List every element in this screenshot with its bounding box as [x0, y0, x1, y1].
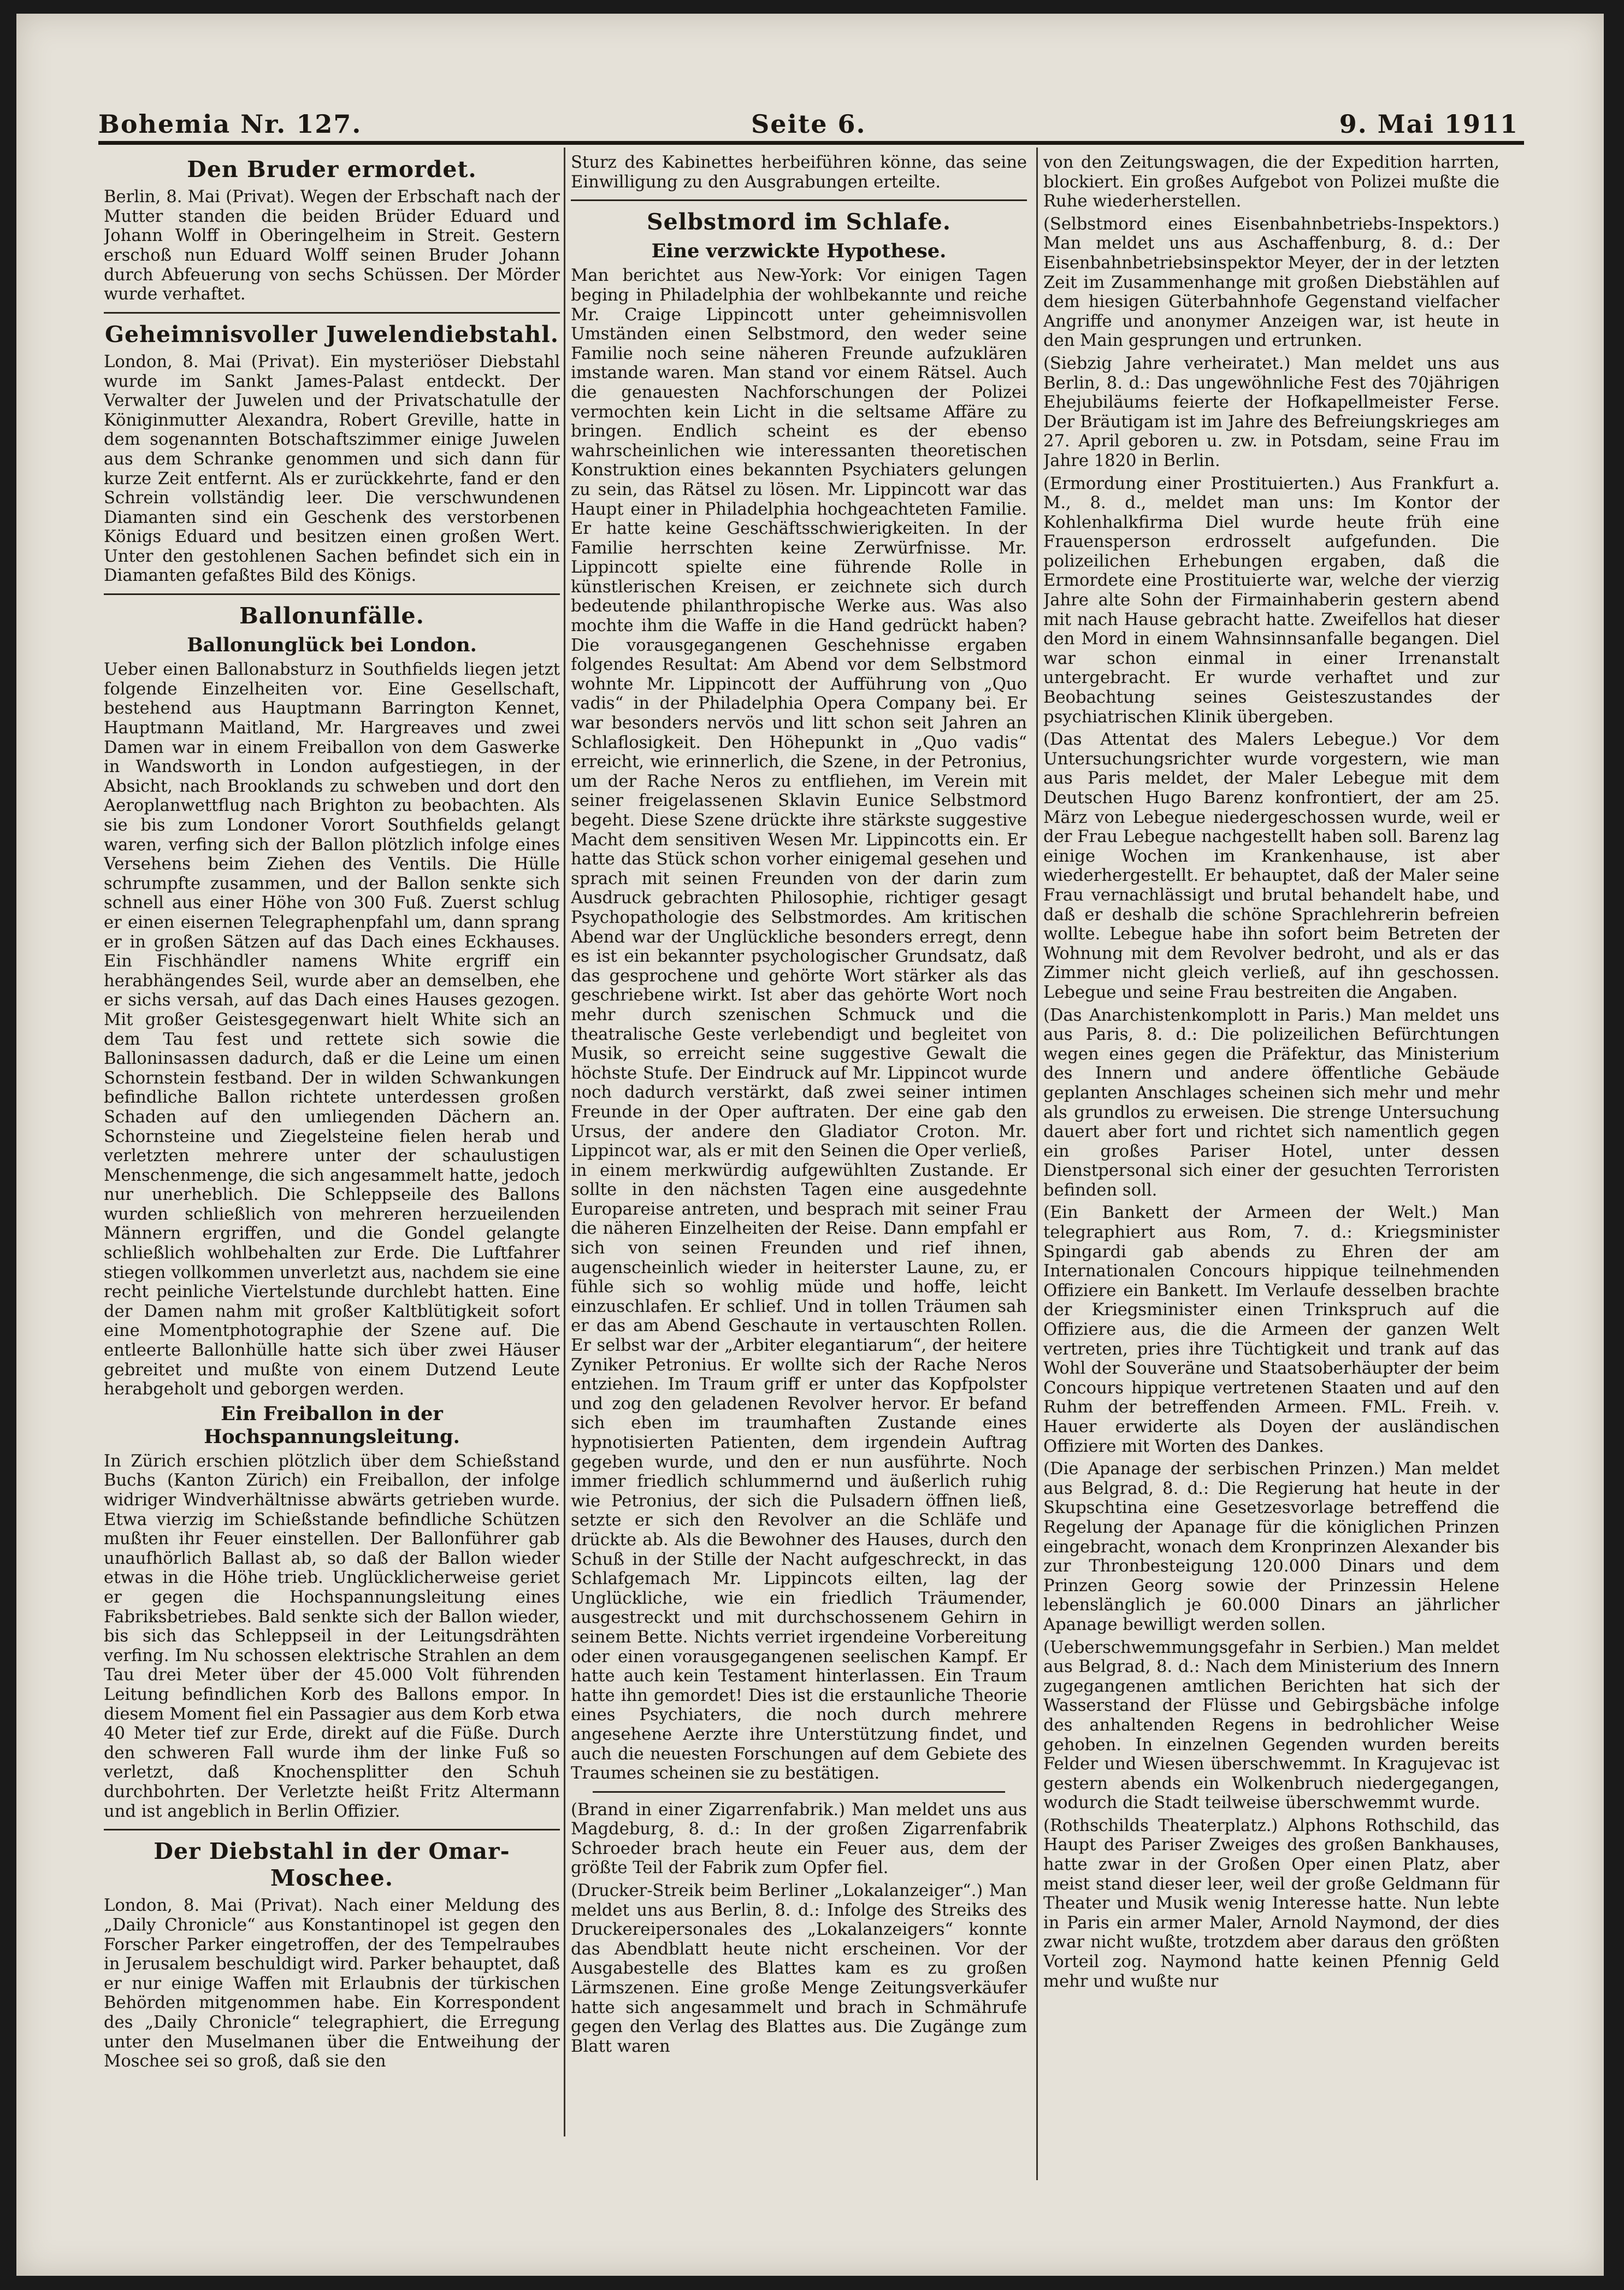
article-title: Den Bruder ermordet. [187, 156, 477, 183]
section-title: Ballonunfälle. [239, 603, 424, 629]
news-item: (Die Apanage der serbischen Prinzen.) Man meldet aus Belgrad, 8. d.: Die Regierung hat heute in der Skupschtina eine Gesetzesvorlage betreffend die Regelung der Apanage für die königlichen Prinzen eingebracht, wonach dem Kronprinzen Alexander bis zur Thronbesteigung 120.000 Dinars und dem Prinzen Georg sowie der Prinzessin Helene lebenslänglich je 60.000 Dinars an jährlicher Apanage bewilligt werden sollen. [1043, 1459, 1499, 1634]
column-divider [564, 148, 565, 2136]
column-2 [571, 153, 1027, 2142]
news-item: (Ein Bankett der Armeen der Welt.) Man telegraphiert aus Rom, 7. d.: Kriegsminister Spingardi gab abends zu Ehren der am Internationalen Concours hippique teilnehmenden Offiziere ein Bankett. Im Verlaufe desselben brachte der Kriegsminister einen Trinkspruch auf die Offiziere aus, die die Armeen der ganzen Welt vertreten, pries ihre Tüchtigkeit und trank auf das Wohl der Souveräne und Staatsoberhäupter der beim Concours hippique vertretenen Staaten und auf den Ruhm der betreffenden Armeen. FML. Freih. v. Hauer erwiderte als Doyen der ausländischen Offiziere mit Worten des Dankes. [1043, 1203, 1499, 1456]
masthead-rule [98, 141, 1524, 145]
news-item: (Ermordung einer Prostituierten.) Aus Frankfurt a. M., 8. d., meldet man uns: Im Kontor der Kohlenhalkfirma Diel wurde heute früh eine Frauensperson erdrosselt aufgefunden. Die polizeilichen Erhebungen ergaben, daß die Ermordete eine Prostituierte war, welche der vierzig Jahre alte Sohn der Firmainhaberin gestern abend mit nach Hause gebracht hatte. Zweifellos hat dieser den Mord in einem Wahnsinnsanfalle begangen. Diel war schon einmal in einer Irrenanstalt untergebracht. Er wurde verhaftet und zur Beobachtung seines Geisteszustandes der psychiatrischen Klinik übergeben. [1043, 474, 1499, 727]
news-item: von den Zeitungswagen, die der Expedition harrten, blockiert. Ein großes Aufgebot von Polizei mußte die Ruhe wiederherstellen. [1043, 153, 1499, 211]
news-item: (Das Anarchistenkomplott in Paris.) Man meldet uns aus Paris, 8. d.: Die polizeilichen Befürchtungen wegen eines gegen die Präfektur, das Ministerium des Innern und andere öffentliche Gebäude geplanten Anschlages scheinen sich mehr und mehr als grundlos zu erweisen. Die strenge Untersuchung dauert aber fort und richtet sich namentlich gegen ein großes Pariser Hotel, unter dessen Dienstpersonal sich einer der gesuchten Terroristen befinden soll. [1043, 1005, 1499, 1200]
news-item: (Drucker-Streik beim Berliner „Lokalanzeiger“.) Man meldet uns aus Berlin, 8. d.: Infolge des Streiks des Druckereipersonales des „Lokalanzeigers“ konnte das Abendblatt heute nicht erscheinen. Vor der Ausgabestelle des Blattes kam es zu großen Lärmszenen. Eine große Menge Zeitungsverkäufer hatte sich angesammelt und brach in Schmährufe gegen den Verlag des Blattes aus. Die Zugänge zum Blatt waren [571, 1881, 1027, 2056]
masthead-page-number: Seite 6. [751, 109, 866, 139]
article-paragraph: Ueber einen Ballonabsturz in Southfields liegen jetzt folgende Einzelheiten vor. Eine Gesellschaft, bestehend aus Hauptmann Barrington Kennet, Hauptmann Maitland, Mr. Hargreaves und zwei Damen war in einem Freiballon von dem Gaswerke in Wandsworth in London aufgestiegen, in der Absicht, nach Brooklands zu schweben und dort den Aeroplanwettflug nach Brighton zu beobachten. Als sie bis zum Londoner Vorort Southfields gelangt waren, verfing sich der Ballon plötzlich infolge eines Versehens beim Ziehen des Ventils. Die Hülle schrumpfte zusammen, und der Ballon senkte sich schnell aus einer Höhe von 300 Fuß. Zuerst schlug er einen eisernen Telegraphenpfahl um, dann sprang er in großen Sätzen auf das Dach eines Eckhauses. Ein Fischhändler namens White ergriff ein herabhängendes Seil, wurde aber an demselben, ehe er sichs versah, auf das Dach eines Hauses gezogen. Mit großer Geistesgegenwart hielt White sich an dem Tau fest und rettete sich sowie die Balloninsassen dadurch, daß er die Leine um einen Schornstein festband. Der in wilden Schwankungen befindliche Ballon richtete unterdessen großen Schaden auf den umliegenden Dächern an. Schornsteine und Ziegelsteine fielen herab und verletzten mehrere unter der schaulustigen Menschenmenge, die sich angesammelt hatte, jedoch nur unerheblich. Die Schleppseile des Ballons wurden schließlich von mehreren herzueilenden Männern ergriffen, und die Gondel gelangte schließlich wohlbehalten zur Erde. Die Luftfahrer stiegen vollkommen unverletzt aus, nachdem sie eine recht peinliche Viertelstunde durchlebt hatten. Eine der Damen nahm mit großer Kaltblütigkeit sofort eine Momentphotographie der Szene auf. Die entleerte Ballonhülle hatte sich über zwei Häuser gebreitet und mußte von einem Dutzend Leute herabgeholt und geborgen werden. [104, 660, 560, 1399]
article-paragraph: Berlin, 8. Mai (Privat). Wegen der Erbschaft nach der Mutter standen die beiden Brüder Eduard und Johann Wolff in Oberingelheim in Streit. Gestern erschoß nun Eduard Wolff seinen Bruder Johann durch Abfeuerung von sechs Schüssen. Der Mörder wurde verhaftet. [104, 187, 560, 304]
column-3 [1043, 153, 1499, 2186]
article-divider [104, 312, 560, 314]
article-title: Geheimnisvoller Juwelendiebstahl. [105, 321, 559, 348]
article-divider [571, 199, 1027, 201]
column-divider [1036, 148, 1038, 2180]
news-item: (Das Attentat des Malers Lebegue.) Vor dem Untersuchungsrichter wurde vorgestern, wie man aus Paris meldet, der Maler Lebegue mit dem Deutschen Hugo Barenz konfrontiert, der am 25. März von Lebegue niedergeschossen wurde, weil er der Frau Lebegue nachgestellt haben soll. Barenz lag einige Wochen im Krankenhause, ist aber wiederhergestellt. Er behauptet, daß der Maler seine Frau vernachlässigt und brutal behandelt habe, und daß er deshalb die schöne Sprachlehrerin befreien wollte. Lebegue habe ihn sofort beim Betreten der Wohnung mit dem Revolver bedroht, und als er das Zimmer nicht gleich verließ, auf ihn geschossen. Lebegue und seine Frau bestreiten die Angaben. [1043, 730, 1499, 1002]
news-item: (Selbstmord eines Eisenbahnbetriebs-Inspektors.) Man meldet uns aus Aschaffenburg, 8. d.: Der Eisenbahnbetriebsinspektor Meyer, der in der letzten Zeit im Zusammenhange mit großen Diebstählen auf dem hiesigen Güterbahnhofe Gegenstand vielfacher Angriffe und anonymer Anzeigen war, ist heute in den Main gesprungen und ertrunken. [1043, 214, 1499, 351]
article-subtitle: Ballonunglück bei London. [187, 634, 477, 657]
masthead-issue: Bohemia Nr. 127. [98, 109, 362, 139]
article-divider [104, 1829, 560, 1830]
article-paragraph: In Zürich erschien plötzlich über dem Schießstand Buchs (Kanton Zürich) ein Freiballon, der infolge widriger Windverhältnisse abwärts getrieben wurde. Etwa vierzig im Schießstande befindliche Schützen mußten ihr Feuer einstellen. Der Ballonführer gab unaufhörlich Ballast ab, so daß der Ballon wieder etwas in die Höhe trieb. Unglücklicherweise geriet er gegen die Hochspannungsleitung eines Fabriksbetriebes. Bald senkte sich der Ballon wieder, bis sich das Schleppseil in der Leitungsdrähten verfing. Im Nu schossen elektrische Strahlen an dem Tau drei Meter über der 45.000 Volt führenden Leitung befindlichen Korb des Ballons empor. In diesem Moment fiel ein Passagier aus dem Korb etwa 40 Meter tief zur Erde, direkt auf die Füße. Durch den schweren Fall wurde ihm der linke Fuß so verletzt, daß Knochensplitter den Schuh durchbohrten. Der Verletzte heißt Fritz Altermann und ist angeblich in Berlin Offizier. [104, 1451, 560, 1821]
article-title: Der Diebstahl in der Omar-Moschee. [153, 1838, 510, 1892]
article-paragraph: Man berichtet aus New-York: Vor einigen Tagen beging in Philadelphia der wohlbekannte und reiche Mr. Craige Lippincott unter geheimnisvollen Umständen einen Selbstmord, den weder seine Familie noch seine näheren Freunde aufzuklären imstande waren. Man stand vor einem Rätsel. Auch die genauesten Nachforschungen der Polizei vermochten kein Licht in die seltsame Affäre zu bringen. Endlich scheint es der ebenso wahrscheinlichen wie interessanten theoretischen Konstruktion eines bekannten Psychiaters gelungen zu sein, das Rätsel zu lösen. Mr. Lippincott war das Haupt einer in Philadelphia hochgeachteten Familie. Er hatte keine Geschäftsschwierigkeiten. In der Familie herrschten keine Zerwürfnisse. Mr. Lippincott spielte eine führende Rolle in künstlerischen Kreisen, er zeichnete sich durch bedeutende philanthropische Werke aus. Was also mochte ihm die Waffe in die Hand gedrückt haben? Die vorausgegangenen Geschehnisse ergaben folgendes Resultat: Am Abend vor dem Selbstmord wohnte Mr. Lippincott der Aufführung von „Quo vadis“ in der Philadelphia Opera Company bei. Er war besonders nervös und litt schon seit Jahren an Schlaflosigkeit. Den Höhepunkt in „Quo vadis“ erreicht, wie erinnerlich, die Szene, in der Petronius, um der Rache Neros zu entfliehen, im Verein mit seiner freigelassenen Sklavin Eunice Selbstmord begeht. Diese Szene drückte ihre stärkste suggestive Macht dem sensitiven Wesen Mr. Lippincotts ein. Er hatte das Stück schon vorher einigemal gesehen und sprach mit seinen Freunden von der darin zum Ausdruck gebrachten Philosophie, richtiger gesagt Psychopathologie des Selbstmordes. Am kritischen Abend war der Unglückliche besonders erregt, denn es ist ein bekannter psychologischer Grundsatz, daß das gesprochene und gehörte Wort stärker als das geschriebene wirkt. Ist aber das gehörte Wort noch mehr durch szenischen Schmuck und die theatralische Geste verlebendigt und begleitet von Musik, so erreicht seine suggestive Gewalt die höchste Stufe. Der Eindruck auf Mr. Lippincot wurde noch dadurch verstärkt, daß zwei seiner intimen Freunde in der Oper auftraten. Der eine gab den Ursus, der andere den Gladiator Croton. Mr. Lippincot war, als er mit den Seinen die Oper verließ, in einem merkwürdig aufgewühlten Zustande. Er sollte in den nächsten Tagen eine ausgedehnte Europareise antreten, und besprach mit seiner Frau die näheren Einzelheiten der Reise. Dann empfahl er sich von seinen Freunden und rief ihnen, augenscheinlich wieder in heiterster Laune, zu, er fühle sich so wohlig müde und hoffe, leicht einzuschlafen. Er schlief. Und in tollen Träumen sah er das am Abend Geschaute in vertauschten Rollen. Er selbst war der „Arbiter elegantiarum“, der heitere Zyniker Petronius. Er wollte sich der Rache Neros entziehen. Im Traum griff er unter das Kopfpolster und zog den geladenen Revolver hervor. Er befand sich eben im traumhaften Zustande eines hypnotisierten Patienten, dem irgendein Auftrag gegeben wurde, und den er nun ausführte. Noch immer friedlich schlummernd und äußerlich ruhig wie Petronius, der sich die Pulsadern öffnen ließ, setzte er sich den Revolver an die Schläfe und drückte ab. Als die Bewohner des Hauses, durch den Schuß in der Stille der Nacht aufgeschreckt, in das Schlafgemach Mr. Lippincots eilten, lag der Unglückliche, wie ein friedlich Träumender, ausgestreckt und mit durchschossenem Gehirn in seinem Bette. Nichts verriet irgendeine Vorbereitung oder einen vorausgegangenen seelischen Kampf. Er hatte auch kein Testament hinterlassen. Ein Traum hatte ihn gemordet! Dies ist die erstaunliche Theorie eines Psychiaters, die noch durch mehrere angesehene Aerzte ihre Unterstützung findet, und auch die neuesten Forschungen auf dem Gebiete des Traumes scheinen sie zu bestätigen. [571, 266, 1027, 1783]
news-item: (Brand in einer Zigarrenfabrik.) Man meldet uns aus Magdeburg, 8. d.: In der großen Zigarrenfabrik Schroeder brach heute ein Feuer aus, dem der größte Teil der Fabrik zum Opfer fiel. [571, 1800, 1027, 1878]
news-item: (Ueberschwemmungsgefahr in Serbien.) Man meldet aus Belgrad, 8. d.: Nach dem Ministerium des Innern zugegangenen amtlichen Berichten hat sich der Wasserstand der Flüsse und Gebirgsbäche infolge des anhaltenden Regens in bedrohlicher Weise gehoben. In einzelnen Gegenden wurden bereits Felder und Wiesen überschwemmt. In Kragujevac ist gestern abends ein Wolkenbruch niedergegangen, wodurch die Stadt teilweise überschwemmt wurde. [1043, 1638, 1499, 1813]
masthead-date: 9. Mai 1911 [1339, 109, 1519, 139]
article-subtitle: Eine verzwickte Hypothese. [651, 240, 947, 263]
article-subtitle: Ein Freiballon in der Hochspannungsleitung. [204, 1402, 460, 1448]
column-1 [104, 153, 560, 2142]
news-item: (Siebzig Jahre verheiratet.) Man meldet uns aus Berlin, 8. d.: Das ungewöhnliche Fest des 70jährigen Ehejubiläums feierte der Hofkapellmeister Ferse. Der Bräutigam ist im Jahre des Befreiungskrieges am 27. April geboren u. zw. in Potsdam, seine Frau im Jahre 1820 in Berlin. [1043, 354, 1499, 470]
article-paragraph: London, 8. Mai (Privat). Nach einer Meldung des „Daily Chronicle“ aus Konstantinopel ist gegen den Forscher Parker eingetroffen, der des Tempelraubes in Jerusalem beschuldigt wird. Parker behauptet, daß er nur einige Waffen mit Erlaubnis der türkischen Behörden mitgenommen habe. Ein Korrespondent des „Daily Chronicle“ telegraphiert, die Erregung unter den Muselmanen über die Entweihung der Moschee sei so groß, daß sie den [104, 1896, 560, 2071]
article-paragraph: London, 8. Mai (Privat). Ein mysteriöser Diebstahl wurde im Sankt James-Palast entdeckt. Der Verwalter der Juwelen und der Privatschatulle der Königinmutter Alexandra, Robert Greville, hatte in dem sogenannten Botschaftszimmer einige Juwelen aus dem Schranke genommen und sich dann für kurze Zeit entfernt. Als er zurückkehrte, fand er den Schrein vollständig leer. Die verschwundenen Diamanten sind ein Geschenk des verstorbenen Königs Eduard und besitzen einen großen Wert. Unter den gestohlenen Sachen befindet sich ein in Diamanten gefaßtes Bild des Königs. [104, 352, 560, 586]
article-divider [593, 1791, 1005, 1793]
article-divider [104, 593, 560, 595]
article-title: Selbstmord im Schlafe. [647, 209, 951, 236]
article-paragraph: Sturz des Kabinettes herbeiführen könne, das seine Einwilligung zu den Ausgrabungen erteilte. [571, 153, 1027, 192]
news-item: (Rothschilds Theaterplatz.) Alphons Rothschild, das Haupt des Pariser Zweiges des großen Bankhauses, hatte zwar in der Großen Oper einen Platz, aber meist stand dieser leer, weil der große Geldmann für Theater und Musik wenig Interesse hatte. Nun lebte in Paris ein armer Maler, Arnold Naymond, der dies zwar nicht wußte, trotzdem aber daraus den größten Vorteil zog. Naymond hatte keinen Pfennig Geld mehr und wußte nur [1043, 1816, 1499, 1991]
